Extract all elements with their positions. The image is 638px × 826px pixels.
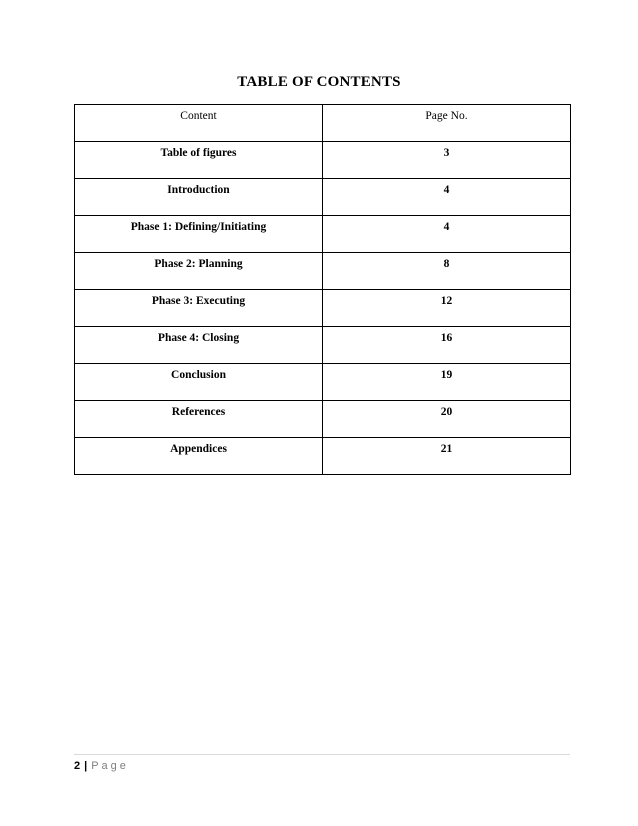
toc-title: TABLE OF CONTENTS	[237, 74, 401, 90]
toc-entry-title: Table of figures	[75, 142, 323, 179]
table-row	[75, 290, 571, 327]
footer-divider	[74, 754, 570, 755]
toc-entry-page: 19	[323, 364, 571, 401]
table-row	[75, 253, 571, 290]
toc-entry-page: 4	[323, 179, 571, 216]
page-column-header: Page No.	[323, 105, 571, 142]
toc-entry-page: 21	[323, 438, 571, 475]
table-row	[75, 179, 571, 216]
table-row	[75, 216, 571, 253]
toc-entry-page: 4	[323, 216, 571, 253]
toc-entry-title: Phase 2: Planning	[75, 253, 323, 290]
toc-header-row	[75, 105, 571, 142]
toc-entry-page: 20	[323, 401, 571, 438]
table-row	[75, 438, 571, 475]
table-row	[75, 401, 571, 438]
footer-page-label: Page	[91, 760, 129, 772]
toc-entry-page: 3	[323, 142, 571, 179]
toc-entry-title: Phase 4: Closing	[75, 327, 323, 364]
table-row	[75, 364, 571, 401]
page-footer	[74, 760, 129, 772]
toc-entry-page: 16	[323, 327, 571, 364]
table-row	[75, 327, 571, 364]
toc-entry-title: Conclusion	[75, 364, 323, 401]
toc-entry-title: Phase 3: Executing	[75, 290, 323, 327]
toc-entry-page: 8	[323, 253, 571, 290]
footer-separator: |	[84, 760, 88, 772]
toc-table	[74, 104, 571, 475]
toc-entry-title: Appendices	[75, 438, 323, 475]
table-row	[75, 142, 571, 179]
toc-entry-title: References	[75, 401, 323, 438]
footer-page-number: 2	[74, 760, 81, 772]
toc-entry-title: Introduction	[75, 179, 323, 216]
toc-entry-page: 12	[323, 290, 571, 327]
content-column-header: Content	[75, 105, 323, 142]
toc-entry-title: Phase 1: Defining/Initiating	[75, 216, 323, 253]
